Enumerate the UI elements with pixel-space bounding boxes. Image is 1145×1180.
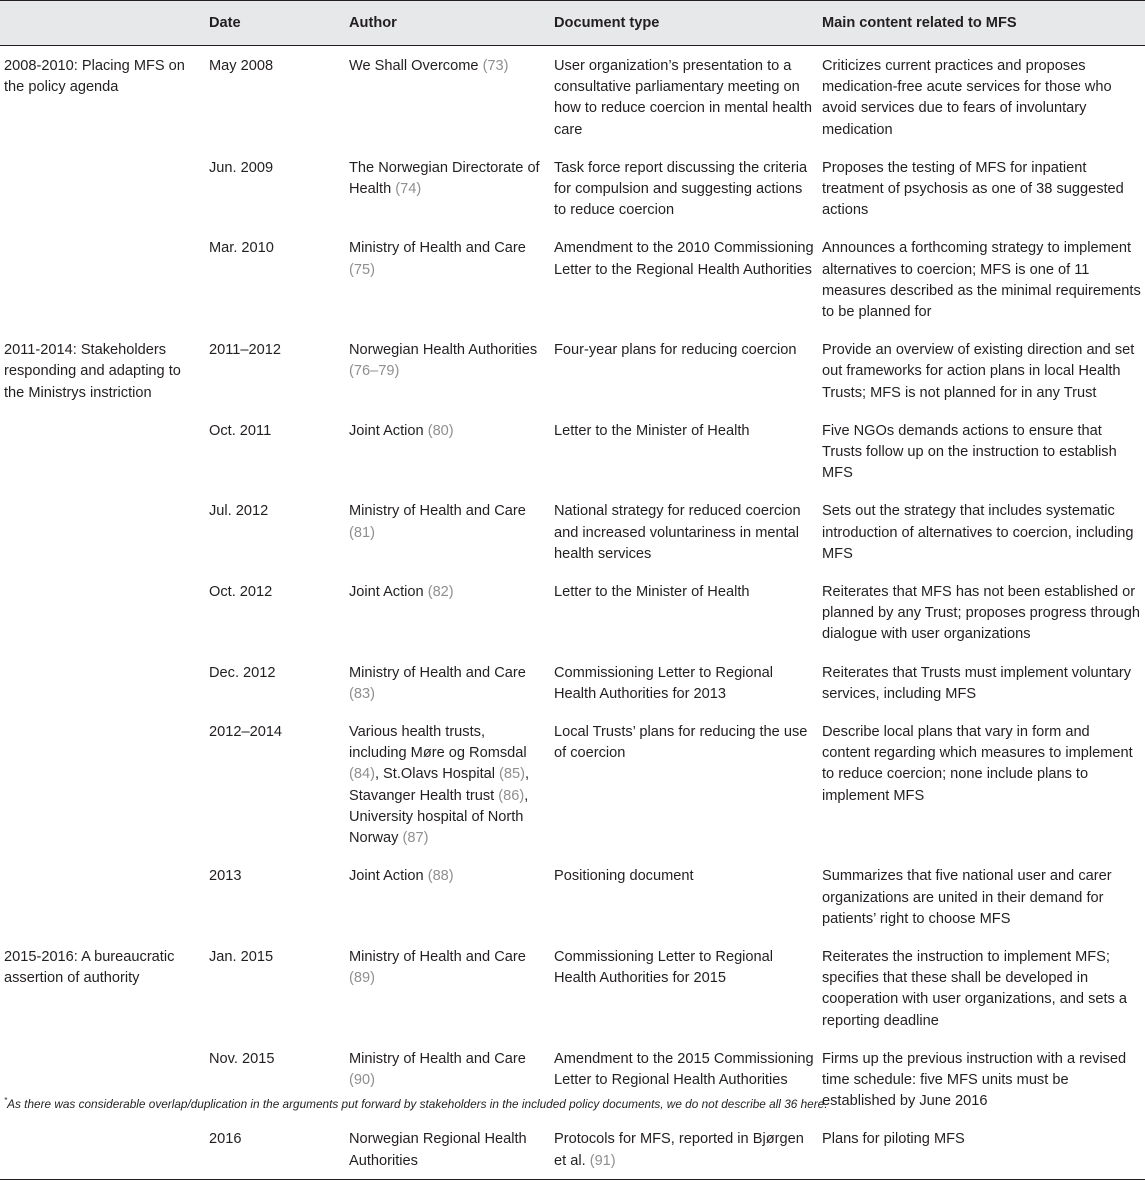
- phase-cell: [0, 856, 205, 937]
- author-name: Joint Action: [349, 422, 424, 439]
- reference-link: (89): [349, 970, 375, 987]
- author-text: , St.Olavs Hospital: [374, 766, 500, 783]
- author-text: Various health trusts, including Møre og Romsdal: [349, 724, 527, 762]
- main-content-cell: Five NGOs demands actions to ensure that Trusts follow up on the instruction to establish MFS: [822, 422, 1117, 482]
- author-name: Ministry of Health and Care: [349, 240, 526, 257]
- author-cell: [345, 491, 550, 572]
- main-content-cell: Summarizes that five national user and carer organizations are united in their demand for patients’ right to choose MFS: [822, 868, 1112, 927]
- reference-link: (81): [349, 524, 375, 541]
- author-cell: [345, 856, 550, 937]
- main-content-cell: Provide an overview of existing direction and set out frameworks for action plans in local Health Trusts; MFS is not planned for in any Trust: [822, 342, 1135, 401]
- date-cell: 2016: [205, 1119, 345, 1179]
- author-text: , Stavanger Health trust: [349, 766, 530, 804]
- date-cell: Dec. 2012: [209, 664, 276, 681]
- phase-cell: 2008-2010: Placing MFS on the policy agenda: [4, 58, 185, 96]
- author-cell: [345, 228, 550, 330]
- main-content-cell: Reiterates the instruction to implement MFS; specifies that these shall be developed in cooperation with user organizations, and sets a reporting deadline: [822, 948, 1128, 1029]
- document-type-cell: Task force report discussing the criteria for compulsion and suggesting actions to reduce coercion: [554, 159, 808, 219]
- date-cell: Oct. 2011: [209, 422, 272, 439]
- document-type-cell: Amendment to the 2015 Commissioning Letter to Regional Health Authorities: [554, 1050, 814, 1088]
- reference-link: (87): [402, 830, 429, 847]
- reference-link: (91): [589, 1152, 616, 1169]
- main-content-cell: Firms up the previous instruction with a revised time schedule: five MFS units must be established by June 2016: [822, 1050, 1127, 1110]
- table-row: [0, 937, 1145, 1039]
- phase-cell: 2015-2016: A bureaucratic assertion of authority: [4, 948, 175, 987]
- author-cell: [345, 46, 550, 148]
- author-name: Ministry of Health and Care: [349, 664, 526, 681]
- table-body: [0, 46, 1145, 1180]
- phase-cell: [0, 572, 205, 653]
- table-row: [0, 653, 1145, 712]
- document-type-cell: User organization’s presentation to a consultative parliamentary meeting on how to reduce coercion in mental health care: [554, 58, 812, 138]
- document-type-text: Protocols for MFS, reported in Bjørgen et al.: [554, 1131, 804, 1169]
- author-name: Ministry of Health and Care: [349, 1050, 526, 1067]
- reference-link: (88): [427, 868, 454, 885]
- reference-link: (73): [482, 58, 509, 74]
- reference-link: (82): [427, 584, 454, 601]
- table-row: [0, 46, 1145, 148]
- author-cell: [345, 1119, 550, 1179]
- phase-cell: [0, 1119, 205, 1179]
- header-document-type: Document type: [550, 1, 818, 46]
- author-name: Ministry of Health and Care: [349, 948, 526, 965]
- document-type-cell: Commissioning Letter to Regional Health Authorities for 2015: [554, 948, 774, 987]
- footnote-text: As there was considerable overlap/duplication in the arguments put forward by stakeholders in the included policy documents, we do not describe all 36 here.: [7, 1096, 828, 1111]
- main-content-cell: Announces a forthcoming strategy to implement alternatives to coercion; MFS is one of 11 measures described as the minimal requirements to be planned for: [822, 240, 1141, 321]
- table-footnote: [4, 1093, 1142, 1112]
- table-row: [0, 330, 1145, 411]
- phase-cell: [0, 411, 205, 492]
- author-cell: [345, 572, 550, 653]
- table-row: [0, 856, 1145, 937]
- author-cell: [345, 411, 550, 492]
- author-cell: [345, 653, 550, 712]
- author-cell: [345, 937, 550, 1039]
- date-cell: Jan. 2015: [209, 948, 274, 965]
- date-cell: May 2008: [209, 58, 274, 74]
- reference-link: (74): [395, 181, 422, 198]
- main-content-cell: Reiterates that Trusts must implement voluntary services, including MFS: [822, 664, 1132, 702]
- date-cell: 2011–2012: [209, 342, 281, 359]
- table-row: [0, 712, 1145, 856]
- document-type-cell: National strategy for reduced coercion and increased voluntariness in mental health services: [554, 503, 801, 562]
- reference-link: (84): [349, 766, 375, 783]
- phase-cell: [0, 491, 205, 572]
- document-type-cell: Letter to the Minister of Health: [554, 584, 750, 601]
- author-name: Joint Action: [349, 584, 424, 601]
- date-cell: Mar. 2010: [209, 240, 274, 257]
- header-phase: [0, 1, 205, 46]
- footnote-marker: *: [4, 1096, 8, 1105]
- main-content-cell: Reiterates that MFS has not been established or planned by any Trust; proposes progress through dialogue with user organizations: [822, 584, 1141, 643]
- reference-link: (83): [349, 685, 375, 702]
- table-row: [0, 572, 1145, 653]
- reference-link: (90): [349, 1071, 375, 1088]
- author-cell: [345, 712, 550, 856]
- date-cell: Nov. 2015: [209, 1050, 275, 1067]
- author-name: The Norwegian Directorate of Health: [349, 159, 540, 198]
- phase-cell: [0, 653, 205, 712]
- document-type-cell: Letter to the Minister of Health: [554, 422, 750, 439]
- author-text: , University hospital of North Norway: [349, 787, 529, 847]
- author-name: Norwegian Health Authorities: [349, 342, 538, 359]
- phase-cell: [0, 228, 205, 330]
- author-cell: [345, 148, 550, 229]
- date-cell: Oct. 2012: [209, 584, 273, 601]
- main-content-cell: Describe local plans that vary in form and content regarding which measures to implement to reduce coercion; none include plans to implement MFS: [822, 724, 1133, 804]
- table-row: [0, 1119, 1145, 1179]
- reference-link: (75): [349, 261, 375, 278]
- table-row: [0, 228, 1145, 330]
- reference-link: (80): [427, 422, 454, 439]
- reference-link: (85): [499, 766, 525, 783]
- author-name: We Shall Overcome: [349, 58, 479, 74]
- table-row: [0, 491, 1145, 572]
- author-cell: [345, 330, 550, 411]
- author-name: Ministry of Health and Care: [349, 503, 526, 520]
- main-content-cell: Plans for piloting MFS: [818, 1119, 1145, 1179]
- header-main-content: Main content related to MFS: [818, 1, 1145, 46]
- date-cell: 2012–2014: [209, 724, 283, 741]
- main-content-cell: Criticizes current practices and proposes medication-free acute services for those who avoid services due to fears of involuntary medication: [822, 58, 1112, 138]
- author-name: Joint Action: [349, 868, 424, 885]
- author-name: Norwegian Regional Health Authorities: [349, 1131, 527, 1169]
- document-type-cell: Commissioning Letter to Regional Health Authorities for 2013: [554, 664, 774, 702]
- header-date: Date: [205, 1, 345, 46]
- document-type-cell: Local Trusts’ plans for reducing the use of coercion: [554, 724, 808, 762]
- phase-cell: 2011-2014: Stakeholders responding and adapting to the Ministrys instriction: [4, 342, 181, 401]
- reference-link: (76–79): [349, 363, 400, 380]
- reference-link: (86): [498, 787, 525, 804]
- header-author: Author: [345, 1, 550, 46]
- main-content-cell: Proposes the testing of MFS for inpatient treatment of psychosis as one of 38 suggested actions: [822, 159, 1124, 219]
- date-cell: Jun. 2009: [209, 159, 274, 176]
- phase-cell: [0, 148, 205, 229]
- phase-cell: [0, 712, 205, 856]
- date-cell: Jul. 2012: [209, 503, 269, 520]
- table-row: [0, 411, 1145, 492]
- table-header-row: [0, 1, 1145, 46]
- document-type-cell: Four-year plans for reducing coercion: [554, 342, 797, 359]
- table-row: [0, 148, 1145, 229]
- document-type-cell: Amendment to the 2010 Commissioning Letter to the Regional Health Authorities: [554, 240, 814, 278]
- document-type-cell: [550, 1119, 818, 1179]
- date-cell: 2013: [209, 868, 242, 885]
- document-type-cell: Positioning document: [554, 868, 694, 885]
- main-content-cell: Sets out the strategy that includes systematic introduction of alternatives to coercion, including MFS: [822, 503, 1134, 562]
